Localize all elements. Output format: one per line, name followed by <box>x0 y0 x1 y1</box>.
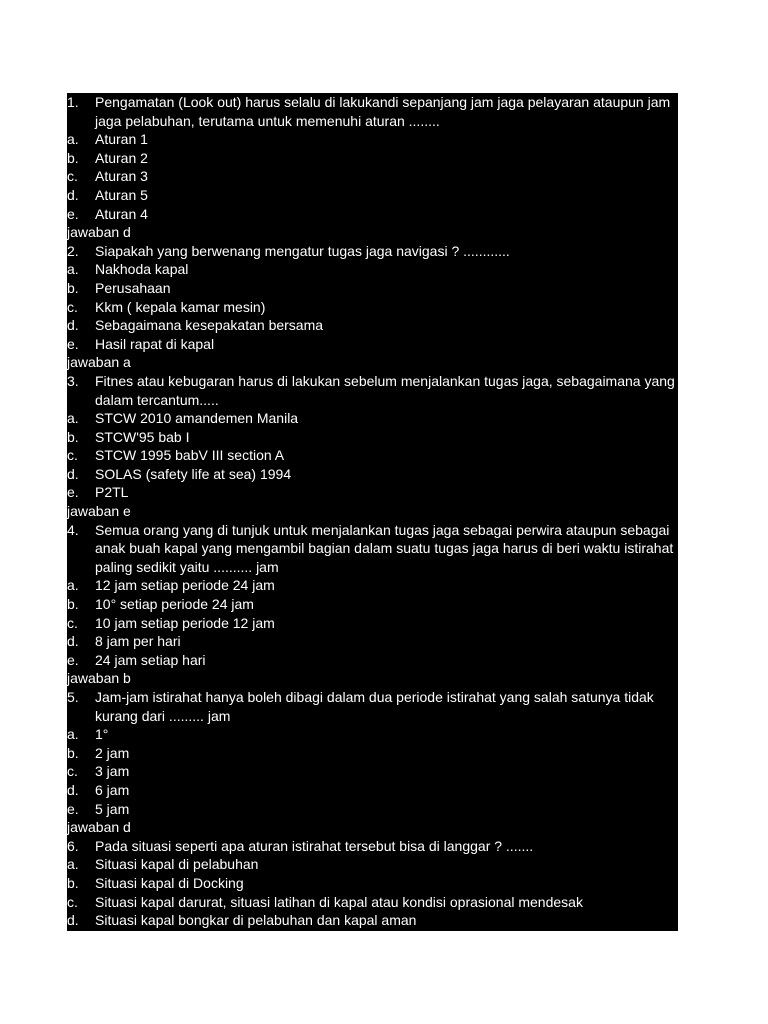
answer-option <box>67 205 678 224</box>
option-letter: d. <box>67 781 79 798</box>
answer-option <box>67 130 678 149</box>
option-letter: b. <box>67 279 79 296</box>
option-letter: a. <box>67 856 79 873</box>
option-letter: e. <box>67 484 79 501</box>
option-text: 10° setiap periode 24 jam <box>95 596 254 613</box>
answer-option <box>67 279 678 298</box>
option-letter: d. <box>67 633 79 650</box>
option-text: 10 jam setiap periode 12 jam <box>95 614 275 631</box>
option-letter: b. <box>67 149 79 166</box>
option-text: 2 jam <box>95 744 130 761</box>
option-letter: c. <box>67 168 78 185</box>
option-letter: e. <box>67 651 79 668</box>
question-body: Pengamatan (Look out) harus selalu di lakukandi sepanjang jam jaga pelayaran ataupun jam jaga pelabuhan, terutama untuk memenuhi aturan ........ <box>95 94 671 129</box>
question-body: Siapakah yang berwenang mengatur tugas jaga navigasi ? ............ <box>95 242 510 259</box>
option-letter: a. <box>67 261 79 278</box>
question-text <box>67 372 678 409</box>
option-letter: c. <box>67 614 78 631</box>
answer-option <box>67 874 678 893</box>
question-body: Semua orang yang di tunjuk untuk menjalankan tugas jaga sebagai perwira ataupun sebagai anak buah kapal yang mengambil bagian dalam suatu tugas jaga harus di beri waktu istirahat paling sedikit yaitu .......... jam <box>95 521 674 575</box>
answer-option <box>67 893 678 912</box>
answer-option <box>67 298 678 317</box>
option-letter: d. <box>67 465 79 482</box>
question-text <box>67 837 678 856</box>
question-body: Pada situasi seperti apa aturan istirahat tersebut bisa di langgar ? ....... <box>95 837 534 854</box>
option-letter: a. <box>67 577 79 594</box>
option-text: Perusahaan <box>95 279 171 296</box>
option-text: STCW'95 bab I <box>95 428 190 445</box>
option-letter: c. <box>67 447 78 464</box>
answer-option <box>67 446 678 465</box>
answer-option <box>67 316 678 335</box>
option-text: STCW 1995 babV III section A <box>95 447 285 464</box>
option-letter: e. <box>67 205 79 222</box>
option-text: 3 jam <box>95 763 130 780</box>
answer-option <box>67 409 678 428</box>
option-text: Situasi kapal bongkar di pelabuhan dan kapal aman <box>95 912 417 929</box>
option-letter: d. <box>67 317 79 334</box>
answer-key: jawaban a <box>67 354 131 371</box>
option-letter: b. <box>67 744 79 761</box>
option-text: P2TL <box>95 484 129 501</box>
answer-option <box>67 335 678 354</box>
answer-option <box>67 149 678 168</box>
answer-option <box>67 781 678 800</box>
option-text: Hasil rapat di kapal <box>95 335 215 352</box>
document-text-block <box>67 93 678 931</box>
answer-option <box>67 614 678 633</box>
option-letter: a. <box>67 410 79 427</box>
option-letter: a. <box>67 131 79 148</box>
answer-option <box>67 632 678 651</box>
question-number: 5. <box>67 689 79 705</box>
answer-option <box>67 483 678 502</box>
answer-option <box>67 744 678 763</box>
question-number: 3. <box>67 372 79 389</box>
option-letter: e. <box>67 800 79 817</box>
option-text: Nakhoda kapal <box>95 261 189 278</box>
answer-option <box>67 465 678 484</box>
option-text: 5 jam <box>95 800 130 817</box>
option-text: SOLAS (safety life at sea) 1994 <box>95 465 292 482</box>
question-number: 6. <box>67 837 79 854</box>
option-letter: d. <box>67 912 79 929</box>
question-number: 1. <box>67 94 79 110</box>
question-body: Fitnes atau kebugaran harus di lakukan sebelum menjalankan tugas jaga, sebagaimana yang dalam tercantum..... <box>95 372 675 408</box>
option-text: Aturan 2 <box>95 149 148 166</box>
option-letter: a. <box>67 726 79 743</box>
option-text: Kkm ( kepala kamar mesin) <box>95 298 266 315</box>
option-text: 1° <box>95 726 109 743</box>
answer-option <box>67 428 678 447</box>
option-text: Situasi kapal di Docking <box>95 874 244 891</box>
answer-option <box>67 800 678 819</box>
option-text: 12 jam setiap periode 24 jam <box>95 577 275 594</box>
option-letter: e. <box>67 335 79 352</box>
option-text: Situasi kapal darurat, situasi latihan di kapal atau kondisi oprasional mendesak <box>95 893 583 910</box>
answer-key: jawaban d <box>67 819 131 836</box>
question-number: 4. <box>67 521 79 538</box>
option-letter: b. <box>67 428 79 445</box>
answer-option <box>67 855 678 874</box>
option-text: Situasi kapal di pelabuhan <box>95 856 259 873</box>
question-text <box>67 688 678 725</box>
answer-option <box>67 576 678 595</box>
option-text: Aturan 5 <box>95 186 148 203</box>
option-letter: c. <box>67 763 78 780</box>
answer-option <box>67 167 678 186</box>
option-text: Aturan 1 <box>95 131 148 148</box>
option-text: 8 jam per hari <box>95 633 181 650</box>
option-letter: b. <box>67 596 79 613</box>
answer-option <box>67 911 678 930</box>
answer-key: jawaban e <box>67 503 131 520</box>
question-body: Jam-jam istirahat hanya boleh dibagi dalam dua periode istirahat yang salah satunya tidak kurang dari ......... jam <box>95 689 654 724</box>
answer-option <box>67 186 678 205</box>
option-text: Sebagaimana kesepakatan bersama <box>95 317 324 334</box>
option-text: 24 jam setiap hari <box>95 651 206 668</box>
answer-option <box>67 651 678 670</box>
answer-option <box>67 260 678 279</box>
option-letter: b. <box>67 874 79 891</box>
answer-option <box>67 725 678 744</box>
question-text <box>67 521 678 577</box>
question-text <box>67 93 678 130</box>
option-text: 6 jam <box>95 781 130 798</box>
question-text <box>67 242 678 261</box>
answer-key: jawaban d <box>67 224 131 241</box>
option-text: Aturan 3 <box>95 168 148 185</box>
option-letter: d. <box>67 186 79 203</box>
option-letter: c. <box>67 893 78 910</box>
answer-option <box>67 595 678 614</box>
option-text: Aturan 4 <box>95 205 148 222</box>
option-text: STCW 2010 amandemen Manila <box>95 410 299 427</box>
option-letter: c. <box>67 298 78 315</box>
answer-key: jawaban b <box>67 670 131 687</box>
question-number: 2. <box>67 242 79 259</box>
answer-option <box>67 762 678 781</box>
